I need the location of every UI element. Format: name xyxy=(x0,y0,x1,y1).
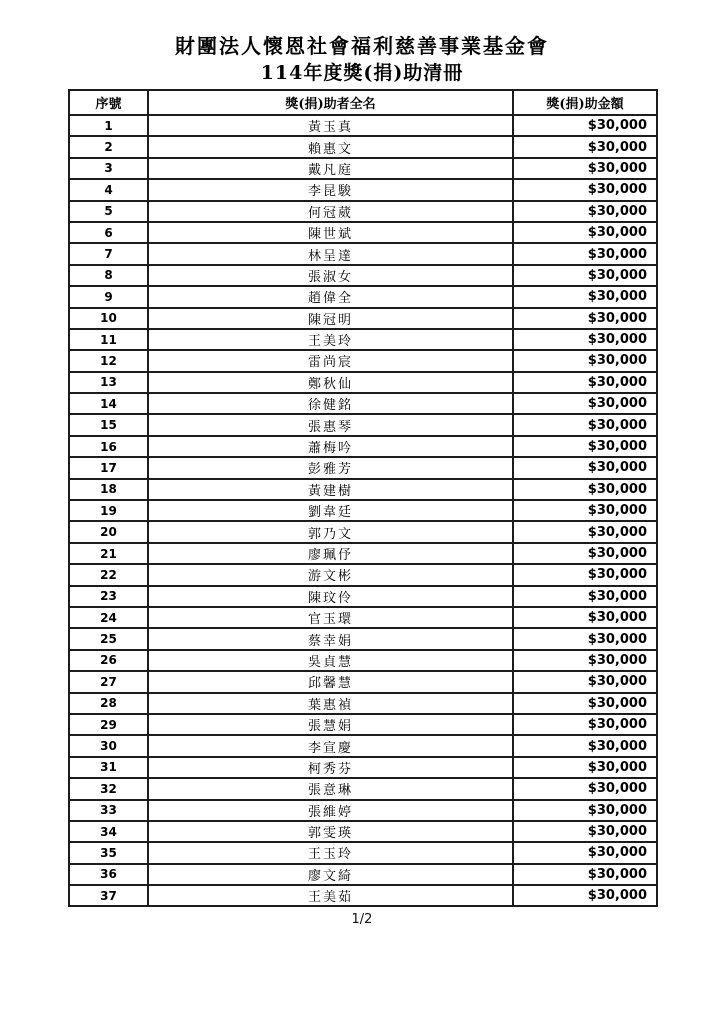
table-row xyxy=(69,286,657,307)
donor-name: 李宣慶 xyxy=(148,735,513,756)
donation-amount: $30,000 xyxy=(513,735,657,756)
donor-name: 劉韋廷 xyxy=(148,500,513,521)
donor-name: 張慧娟 xyxy=(148,714,513,735)
table-row xyxy=(69,179,657,200)
row-serial-number: 7 xyxy=(69,243,148,264)
row-serial-number: 27 xyxy=(69,671,148,692)
table-row xyxy=(69,586,657,607)
row-serial-number: 10 xyxy=(69,308,148,329)
donation-amount: $30,000 xyxy=(513,586,657,607)
donation-amount: $30,000 xyxy=(513,201,657,222)
row-serial-number: 26 xyxy=(69,650,148,671)
row-serial-number: 19 xyxy=(69,500,148,521)
row-serial-number: 32 xyxy=(69,778,148,799)
donation-amount: $30,000 xyxy=(513,628,657,649)
donation-amount: $30,000 xyxy=(513,457,657,478)
donor-name: 郭乃文 xyxy=(148,521,513,542)
row-serial-number: 28 xyxy=(69,693,148,714)
donation-amount: $30,000 xyxy=(513,414,657,435)
donor-table-body xyxy=(69,115,657,906)
donor-name: 張意琳 xyxy=(148,778,513,799)
donor-name: 張惠琴 xyxy=(148,414,513,435)
row-serial-number: 6 xyxy=(69,222,148,243)
row-serial-number: 34 xyxy=(69,821,148,842)
donor-name: 邱馨慧 xyxy=(148,671,513,692)
donor-name: 徐健銘 xyxy=(148,393,513,414)
donation-amount: $30,000 xyxy=(513,564,657,585)
donation-amount: $30,000 xyxy=(513,842,657,863)
donation-amount: $30,000 xyxy=(513,778,657,799)
table-row xyxy=(69,201,657,222)
row-serial-number: 11 xyxy=(69,329,148,350)
column-header-donor-name: 獎(捐)助者全名 xyxy=(148,90,513,115)
donor-name: 黃建樹 xyxy=(148,479,513,500)
donor-name: 陳玟伶 xyxy=(148,586,513,607)
row-serial-number: 35 xyxy=(69,842,148,863)
donor-name: 官玉環 xyxy=(148,607,513,628)
donation-amount: $30,000 xyxy=(513,607,657,628)
table-row xyxy=(69,350,657,371)
donor-name: 王玉玲 xyxy=(148,842,513,863)
row-serial-number: 1 xyxy=(69,115,148,136)
donation-amount: $30,000 xyxy=(513,158,657,179)
table-row xyxy=(69,308,657,329)
row-serial-number: 37 xyxy=(69,885,148,906)
donation-amount: $30,000 xyxy=(513,265,657,286)
donation-amount: $30,000 xyxy=(513,543,657,564)
donation-amount: $30,000 xyxy=(513,885,657,906)
row-serial-number: 4 xyxy=(69,179,148,200)
donor-name: 黃玉真 xyxy=(148,115,513,136)
donor-name: 王美茹 xyxy=(148,885,513,906)
page-title: 財團法人懷恩社會福利慈善事業基金會 xyxy=(175,34,549,58)
donor-name: 張淑女 xyxy=(148,265,513,286)
row-serial-number: 20 xyxy=(69,521,148,542)
donation-amount: $30,000 xyxy=(513,650,657,671)
donation-amount: $30,000 xyxy=(513,222,657,243)
donor-name: 趙偉全 xyxy=(148,286,513,307)
donation-amount: $30,000 xyxy=(513,350,657,371)
donation-amount: $30,000 xyxy=(513,671,657,692)
donor-name: 李昆駿 xyxy=(148,179,513,200)
table-row xyxy=(69,543,657,564)
donor-name: 陳世斌 xyxy=(148,222,513,243)
donor-name: 游文彬 xyxy=(148,564,513,585)
donation-amount: $30,000 xyxy=(513,864,657,885)
table-row xyxy=(69,521,657,542)
table-row xyxy=(69,329,657,350)
row-serial-number: 15 xyxy=(69,414,148,435)
table-row xyxy=(69,222,657,243)
donation-amount: $30,000 xyxy=(513,243,657,264)
donor-name: 陳冠明 xyxy=(148,308,513,329)
table-row xyxy=(69,564,657,585)
table-row xyxy=(69,650,657,671)
donor-name: 廖文綺 xyxy=(148,864,513,885)
donor-name: 王美玲 xyxy=(148,329,513,350)
donor-name: 蕭梅吟 xyxy=(148,436,513,457)
donor-name: 鄭秋仙 xyxy=(148,372,513,393)
row-serial-number: 24 xyxy=(69,607,148,628)
row-serial-number: 13 xyxy=(69,372,148,393)
table-row xyxy=(69,628,657,649)
row-serial-number: 2 xyxy=(69,136,148,157)
row-serial-number: 21 xyxy=(69,543,148,564)
row-serial-number: 5 xyxy=(69,201,148,222)
donation-amount: $30,000 xyxy=(513,308,657,329)
table-row xyxy=(69,436,657,457)
row-serial-number: 23 xyxy=(69,586,148,607)
table-row xyxy=(69,265,657,286)
table-row xyxy=(69,372,657,393)
donation-amount: $30,000 xyxy=(513,393,657,414)
donation-amount: $30,000 xyxy=(513,500,657,521)
row-serial-number: 33 xyxy=(69,800,148,821)
donor-name: 張維婷 xyxy=(148,800,513,821)
table-row xyxy=(69,136,657,157)
donor-name: 賴惠文 xyxy=(148,136,513,157)
table-row xyxy=(69,735,657,756)
row-serial-number: 18 xyxy=(69,479,148,500)
donation-amount: $30,000 xyxy=(513,800,657,821)
donation-amount: $30,000 xyxy=(513,329,657,350)
donation-amount: $30,000 xyxy=(513,521,657,542)
donation-amount: $30,000 xyxy=(513,179,657,200)
row-serial-number: 12 xyxy=(69,350,148,371)
donation-amount: $30,000 xyxy=(513,286,657,307)
row-serial-number: 25 xyxy=(69,628,148,649)
table-row xyxy=(69,243,657,264)
row-serial-number: 8 xyxy=(69,265,148,286)
row-serial-number: 14 xyxy=(69,393,148,414)
table-row xyxy=(69,800,657,821)
table-row xyxy=(69,393,657,414)
donation-amount: $30,000 xyxy=(513,436,657,457)
donation-amount: $30,000 xyxy=(513,479,657,500)
table-row xyxy=(69,500,657,521)
table-row xyxy=(69,671,657,692)
table-row xyxy=(69,479,657,500)
donor-name: 林呈達 xyxy=(148,243,513,264)
table-row xyxy=(69,842,657,863)
table-row xyxy=(69,714,657,735)
donor-name: 何冠葳 xyxy=(148,201,513,222)
row-serial-number: 36 xyxy=(69,864,148,885)
column-header-amount: 獎(捐)助金額 xyxy=(513,90,657,115)
donor-table xyxy=(68,89,658,907)
row-serial-number: 16 xyxy=(69,436,148,457)
donor-name: 柯秀芬 xyxy=(148,757,513,778)
table-row xyxy=(69,607,657,628)
donor-name: 蔡幸娟 xyxy=(148,628,513,649)
donor-name: 彭雅芳 xyxy=(148,457,513,478)
donation-amount: $30,000 xyxy=(513,757,657,778)
table-row xyxy=(69,864,657,885)
row-serial-number: 17 xyxy=(69,457,148,478)
row-serial-number: 31 xyxy=(69,757,148,778)
table-row xyxy=(69,414,657,435)
donor-name: 葉惠禎 xyxy=(148,693,513,714)
donor-name: 郭雯瑛 xyxy=(148,821,513,842)
table-row xyxy=(69,115,657,136)
donor-table-header xyxy=(69,90,657,115)
column-header-serial: 序號 xyxy=(69,90,148,115)
donation-amount: $30,000 xyxy=(513,115,657,136)
table-row xyxy=(69,778,657,799)
table-row xyxy=(69,821,657,842)
donation-amount: $30,000 xyxy=(513,693,657,714)
table-row xyxy=(69,158,657,179)
donor-name: 吳貞慧 xyxy=(148,650,513,671)
donation-amount: $30,000 xyxy=(513,136,657,157)
table-row xyxy=(69,757,657,778)
row-serial-number: 9 xyxy=(69,286,148,307)
document-page xyxy=(0,33,724,1024)
row-serial-number: 3 xyxy=(69,158,148,179)
donor-name: 戴凡庭 xyxy=(148,158,513,179)
donation-amount: $30,000 xyxy=(513,821,657,842)
row-serial-number: 29 xyxy=(69,714,148,735)
donor-name: 廖珮伃 xyxy=(148,543,513,564)
table-row xyxy=(69,693,657,714)
donor-name: 雷尚宸 xyxy=(148,350,513,371)
table-row xyxy=(69,885,657,906)
donation-amount: $30,000 xyxy=(513,372,657,393)
row-serial-number: 22 xyxy=(69,564,148,585)
page-number: 1/2 xyxy=(351,912,373,928)
page-subtitle: 114年度獎(捐)助清冊 xyxy=(260,62,464,84)
row-serial-number: 30 xyxy=(69,735,148,756)
donation-amount: $30,000 xyxy=(513,714,657,735)
table-row xyxy=(69,457,657,478)
